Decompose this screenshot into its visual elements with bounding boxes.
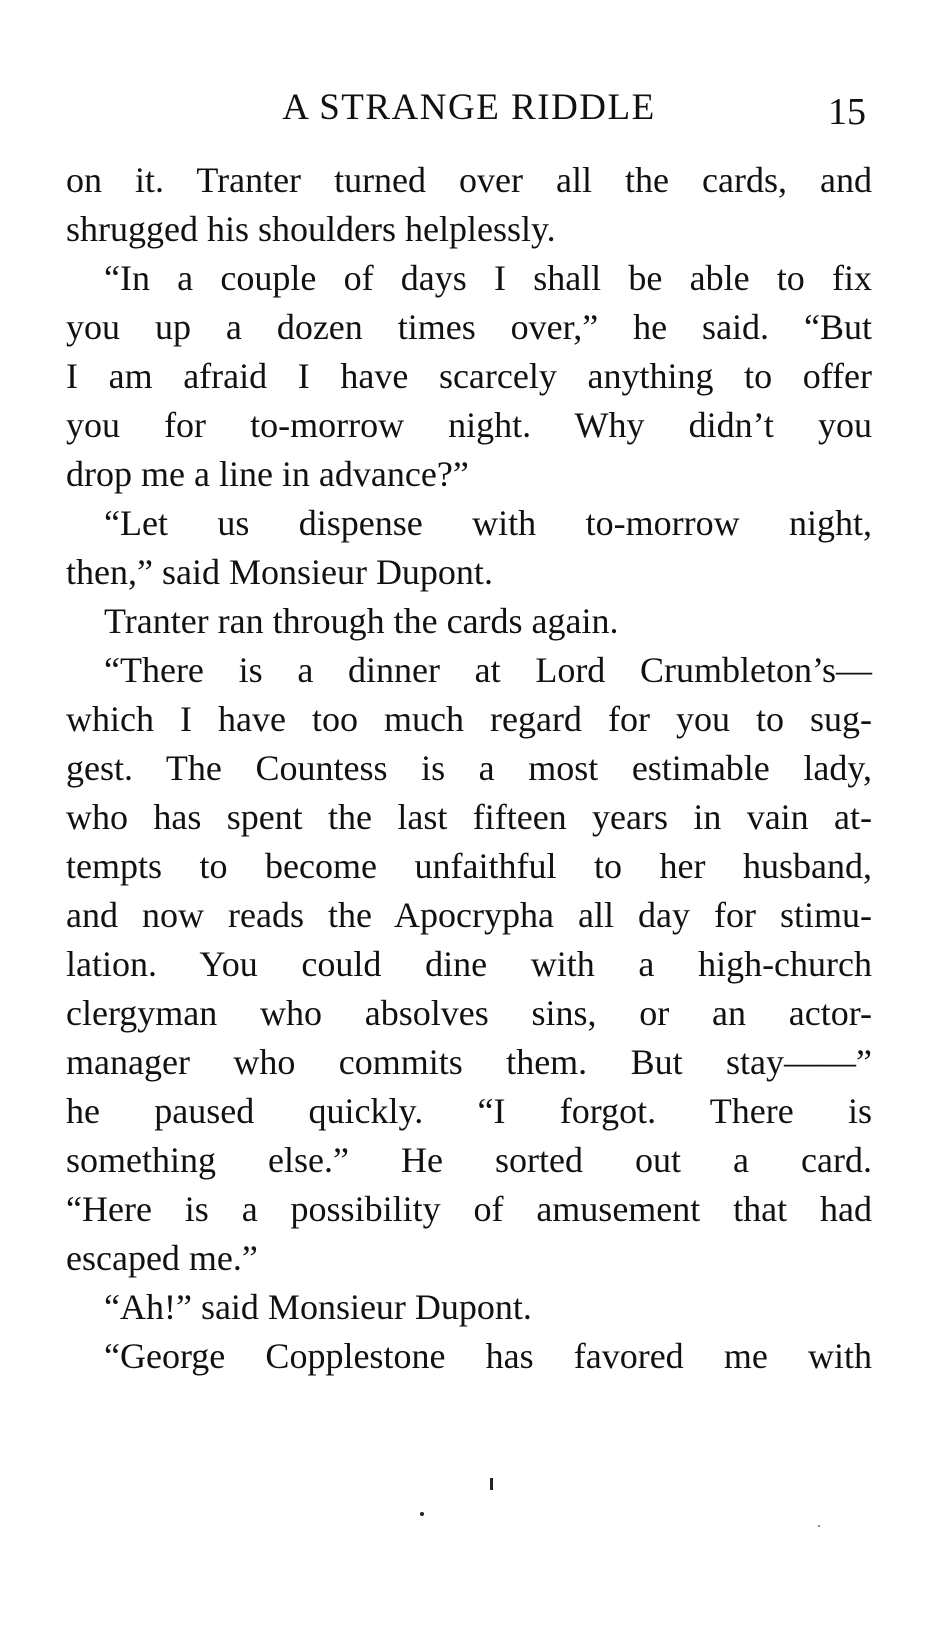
- text-line: gest. The Countess is a most estimable lady,: [66, 748, 872, 788]
- running-head: [66, 84, 872, 144]
- text-line: and now reads the Apocrypha all day for stimu-: [66, 895, 872, 935]
- text-line: “Here is a possibility of amusement that had: [66, 1189, 872, 1229]
- text-line: manager who commits them. But stay——”: [66, 1042, 872, 1082]
- text-line: “Let us dispense with to-morrow night,: [104, 503, 872, 543]
- text-line: lation. You could dine with a high-church: [66, 944, 872, 984]
- text-line: shrugged his shoulders helplessly.: [66, 209, 556, 249]
- body-text: [66, 156, 872, 1381]
- text-line: he paused quickly. “I forgot. There is: [66, 1091, 872, 1131]
- text-line: something else.” He sorted out a card.: [66, 1140, 872, 1180]
- text-line: tempts to become unfaithful to her husband,: [66, 846, 872, 886]
- text-line: “There is a dinner at Lord Crumbleton’s—: [104, 650, 872, 690]
- page-number: 15: [828, 91, 866, 133]
- text-line: “George Copplestone has favored me with: [104, 1336, 872, 1376]
- text-line: then,” said Monsieur Dupont.: [66, 552, 493, 592]
- text-line: “Ah!” said Monsieur Dupont.: [104, 1287, 532, 1327]
- print-speck: [490, 1478, 493, 1490]
- print-speck: [420, 1512, 424, 1516]
- running-title: A STRANGE RIDDLE: [282, 87, 656, 128]
- text-line: you for to-morrow night. Why didn’t you: [66, 405, 872, 445]
- text-line: you up a dozen times over,” he said. “But: [66, 307, 872, 347]
- text-line: on it. Tranter turned over all the cards, and: [66, 160, 872, 200]
- print-speck: [818, 1525, 820, 1527]
- text-line: clergyman who absolves sins, or an actor-: [66, 993, 872, 1033]
- text-line: I am afraid I have scarcely anything to offer: [66, 356, 872, 396]
- text-line: escaped me.”: [66, 1238, 258, 1278]
- text-line: “In a couple of days I shall be able to fix: [104, 258, 872, 298]
- text-line: Tranter ran through the cards again.: [104, 601, 619, 641]
- text-line: drop me a line in advance?”: [66, 454, 469, 494]
- text-line: who has spent the last fifteen years in vain at-: [66, 797, 872, 837]
- text-line: which I have too much regard for you to sug-: [66, 699, 872, 739]
